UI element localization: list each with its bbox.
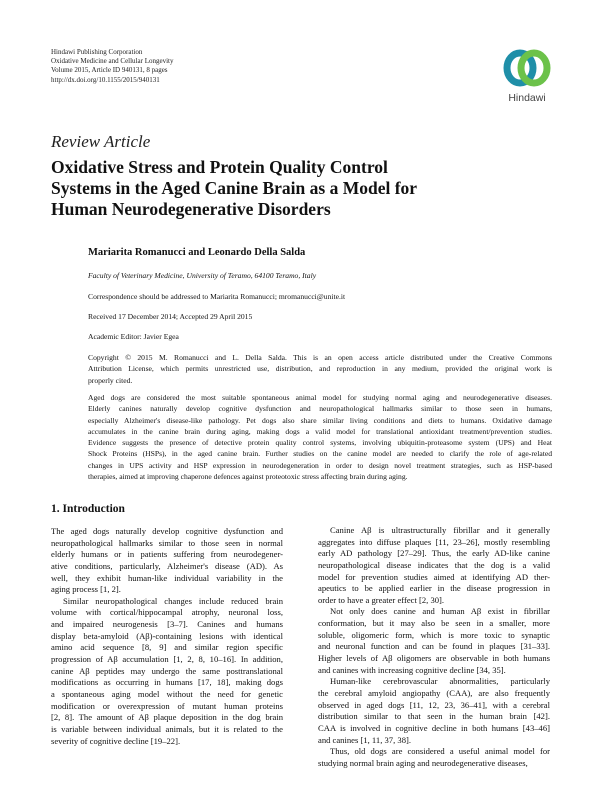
text-line: properly cited. — [88, 375, 133, 385]
paragraph — [318, 525, 550, 606]
text-line: Aged dogs are considered the most suitable spontaneous animal model for studying normal aging and neurodegenerative diseases. — [88, 393, 552, 402]
left-column — [51, 526, 283, 747]
text-line: volume with cortical/hippocampal atrophy, neuronal loss, — [51, 607, 283, 618]
copyright — [88, 352, 552, 386]
paragraph — [318, 676, 550, 746]
text-line: CAA is involved in cognitive decline in both humans [43–46] — [318, 722, 550, 733]
text-line: and neuronal function and can be found in plaques [31–33]. — [318, 641, 550, 652]
text-line: distribution similar to that seen in the human brain [42]. — [318, 711, 550, 722]
text-line: and canines [1, 11, 37, 38]. — [318, 734, 411, 745]
text-line: Higher levels of Aβ oligomers are observable in both humans — [318, 653, 550, 664]
text-line: and canines with increasing cognitive decline [34, 35]. — [318, 664, 506, 675]
section-heading: 1. Introduction — [51, 503, 125, 515]
text-line: soluble, oligomeric form, which is more toxic to synaptic — [318, 629, 550, 640]
doi-link[interactable]: http://dx.doi.org/10.1155/2015/940131 — [51, 75, 160, 84]
hindawi-logo — [497, 48, 557, 104]
abstract — [88, 392, 552, 482]
title-line: Systems in the Aged Canine Brain as a Model for — [51, 178, 418, 198]
text-line: early AD pathology [27–29]. Thus, the early AD-like canine — [318, 548, 550, 559]
text-line: Human-like cerebrovascular abnormalities, particularly — [330, 676, 550, 687]
title-line: Human Neurodegenerative Disorders — [51, 199, 331, 219]
text-line: neuropathological hallmarks similar to those seen in normal — [51, 537, 283, 548]
text-line: ative conditions, particularly, Alzheimer's disease (AD). As — [51, 560, 283, 571]
text-line: The aged dogs naturally develop cognitive dysfunction and — [51, 526, 283, 536]
text-line: Thus, old dogs are considered a useful animal model for — [330, 746, 550, 757]
text-line: Copyright © 2015 M. Romanucci and L. Della Salda. This is an open access article distributed under the Creative Commons — [88, 353, 552, 362]
text-line: Attribution License, which permits unrestricted use, distribution, and reproduction in any medium, provided the original work is — [88, 364, 552, 374]
text-line: conformation, but it may also be seen in a smaller, more — [318, 618, 550, 629]
text-line: accumulates in the canine brain during aging, making dogs a valid model for translational antioxidant treatment/prevention studies. — [88, 426, 552, 436]
text-line: studying normal brain aging and neurodegenerative diseases, — [318, 757, 528, 768]
authors: Mariarita Romanucci and Leonardo Della Salda — [88, 247, 306, 258]
received-dates: Received 17 December 2014; Accepted 29 April 2015 — [88, 312, 253, 321]
paragraph — [318, 746, 550, 769]
text-line: canine Aβ peptides may undergo the same posttranslational — [51, 665, 283, 676]
volume-info: Volume 2015, Article ID 940131, 8 pages — [51, 66, 168, 75]
paragraph — [318, 606, 550, 676]
title-line: Oxidative Stress and Protein Quality Control — [51, 157, 388, 177]
journal-header — [51, 48, 173, 85]
journal-name: Oxidative Medicine and Cellular Longevity — [51, 57, 174, 66]
text-line: Evidence suggests the presence of detective protein quality control systems, involving ubiquitin-proteasome system (UPS) and Heat — [88, 438, 552, 448]
text-line: severity of cognitive decline [19–22]. — [51, 735, 181, 746]
text-line: [2, 8]. The amount of Aβ plaque deposition in the dog brain — [51, 712, 283, 723]
text-line: changes in UPS activity and HSP expression in neurodegeneration in order to design novel treatment strategies, such as HSP-based — [88, 460, 552, 470]
text-line: modification or overexpression of mutant human proteins — [51, 700, 283, 711]
text-line: neuropathological disease indicates that the dog is a valid — [318, 559, 550, 570]
paragraph — [51, 596, 283, 747]
text-line: the cerebral amyloid angiopathy (CAA), are also frequently — [318, 687, 550, 698]
hindawi-rings-icon — [501, 48, 553, 88]
text-line: especially Alzheimer's disease-like pathology. Pet dogs also share similar living conditions and diets to humans. Oxidative damage — [88, 415, 552, 425]
text-line: observed in aged dogs [11, 12, 23, 36–41], with a cerebral — [318, 699, 550, 710]
text-line: model for prevention studies aimed at identifying AD ther- — [318, 571, 550, 582]
text-line: amino acid sequence [8, 9] and similar region specific — [51, 642, 283, 653]
text-line: Canine Aβ is ultrastructurally fibrillar and it generally — [330, 525, 550, 535]
text-line: is variable between individual animals, but it is related to the — [51, 723, 283, 734]
publisher-line: Hindawi Publishing Corporation — [51, 48, 143, 56]
text-line: aging process [1, 2]. — [51, 584, 121, 595]
academic-editor: Academic Editor: Javier Egea — [88, 332, 179, 341]
article-title — [51, 157, 501, 220]
text-line: elderly humans or in patients suffering from neurodegener- — [51, 549, 283, 560]
text-line: apeutics to be applied earlier in the disease progression in — [318, 583, 550, 594]
right-column — [318, 525, 550, 769]
text-line: Elderly canines naturally develop cognitive dysfunction and neuropathological hallmarks similar to those seen in humans, — [88, 404, 552, 414]
article-type: Review Article — [51, 132, 151, 151]
text-line: progression of Aβ accumulation [1, 2, 8, 10–16]. In addition, — [51, 654, 283, 665]
paragraph — [51, 526, 283, 596]
text-line: Shock Proteins (HSPs), in the aged canine brain. Further studies on the canine model are needed to clarify the role of age-related — [88, 449, 552, 459]
text-line: Not only does canine and human Aβ exist in fibrillar — [330, 606, 550, 617]
text-line: aggregates into diffuse plaques [11, 23–26], mostly resembling — [318, 536, 550, 547]
text-line: well, they exhibit human-like individual variability in the — [51, 572, 283, 583]
text-line: therapies, aimed at improving chaperone defences against proteotoxic stress affecting brain during aging. — [88, 472, 408, 482]
text-line: Similar neuropathological changes include reduced brain — [63, 595, 283, 606]
text-line: a spontaneous aging model without the need for genetic — [51, 688, 283, 699]
logo-text: Hindawi — [508, 92, 546, 104]
text-line: display beta-amyloid (Aβ)-containing lesions with identical — [51, 630, 283, 641]
text-line: modifications as occurring in humans [17, 18], making dogs — [51, 677, 283, 688]
correspondence: Correspondence should be addressed to Mariarita Romanucci; mromanucci@unite.it — [88, 292, 346, 301]
text-line: order to have a greater effect [2, 30]. — [318, 594, 445, 605]
text-line: and impaired neurogenesis [3–7]. Canines and humans — [51, 619, 283, 630]
affiliation: Faculty of Veterinary Medicine, University of Teramo, 64100 Teramo, Italy — [88, 271, 317, 280]
